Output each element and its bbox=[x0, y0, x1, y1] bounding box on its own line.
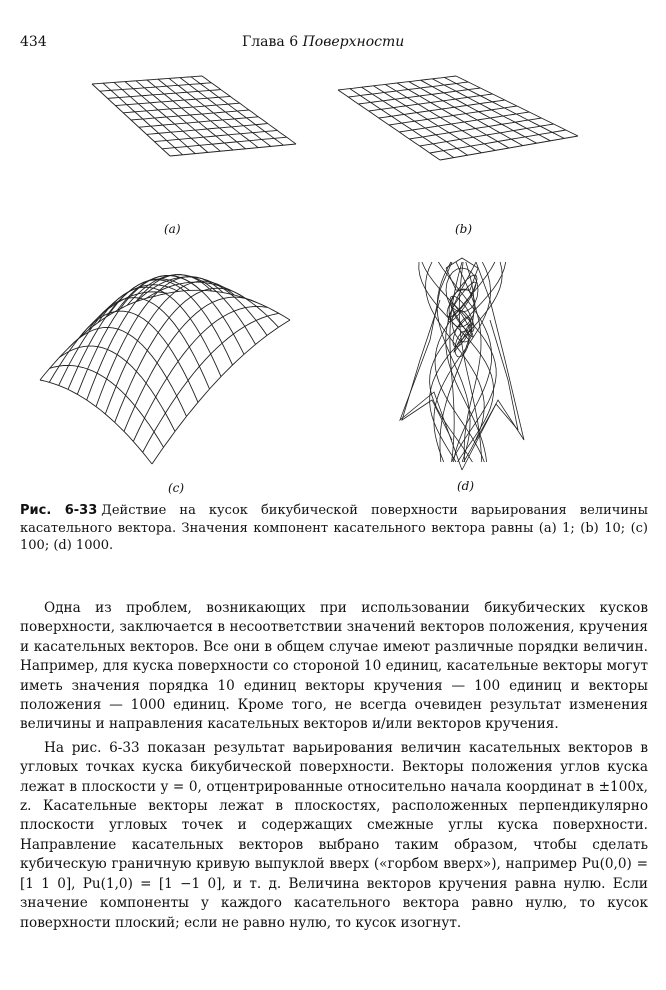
grid-line bbox=[158, 79, 246, 149]
figure-d-distorted-patch bbox=[400, 258, 524, 470]
paragraph: На рис. 6-33 показан результат варьирования величин касательных векторов в угловых точках куска бикубической поверхности. Векторы положения углов куска лежат в плоскости y = 0, отцентрированные относительно начала координат в ±100x, z. Касательные векторы лежат в плоскостях, расположенных перпендикулярно плоскости угловых точек и содержащих смежные углы куска поверхности. Направление касательных векторов выбрано таким образом, чтобы сделать кубическую граничную кривую выпуклой вверх («горбом вверх»), например Pu(0,0) = [1 1 0], Pu(1,0) = [1 −1 0], и т. д. Величина векторов кручения равна нулю. Если значение компоненты y каждого касательного вектора равно нулю, то кусок поверхности плоский; если не равно нулю, то кусок изогнут. bbox=[20, 739, 648, 931]
caption-text: Действие на кусок бикубической поверхности варьирования величины касательного вектора. Значения компонент касательного вектора равны (a) 1; (b) 10; (c) 100; (d) 1000. bbox=[20, 503, 648, 553]
grid-line bbox=[143, 313, 279, 452]
figure-c-curved-patch bbox=[40, 275, 290, 464]
surface-edge bbox=[400, 262, 462, 470]
caption-label: Рис. 6-33 bbox=[20, 503, 98, 518]
page-number: 434 bbox=[20, 34, 47, 50]
grid-line bbox=[79, 311, 198, 402]
grid-line bbox=[170, 144, 296, 156]
grid-line bbox=[421, 80, 537, 143]
grid-line bbox=[50, 365, 164, 447]
grid-line bbox=[40, 380, 152, 464]
grid-line bbox=[456, 76, 578, 136]
surface-edge bbox=[402, 300, 452, 440]
paragraph: Одна из проблем, возникающих при использовании бикубических кусков поверхности, заключается в несоответствии значений векторов положения, кручения и касательных векторов. Все они в общем случае имеют различные порядки величин. Например, для куска поверхности со стороной 10 единиц, касательные векторы могут иметь значения порядка 10 единиц векторы кручения — 100 единиц и векторы положения — 1000 единиц. Кроме того, не всегда очевиден результат изменения величины и направления касательных векторов и/или векторов кручения. bbox=[20, 600, 648, 733]
chapter-title: Поверхности bbox=[302, 34, 405, 50]
figure-caption bbox=[20, 502, 648, 555]
grid-line bbox=[169, 78, 258, 147]
figure-b-flat-grid bbox=[338, 76, 578, 160]
body-text bbox=[20, 599, 648, 937]
grid-line bbox=[59, 346, 175, 431]
grid-line bbox=[131, 110, 249, 120]
grid-line bbox=[180, 78, 271, 147]
grid-line bbox=[191, 77, 283, 145]
figure-label-b: (b) bbox=[455, 222, 473, 236]
figure-label-a: (a) bbox=[164, 222, 181, 236]
grid-line bbox=[133, 306, 267, 441]
grid-line bbox=[432, 79, 550, 141]
figure-label-d: (d) bbox=[457, 479, 475, 493]
figure-label-c: (c) bbox=[168, 481, 185, 495]
grid-line bbox=[202, 76, 296, 144]
grid-line bbox=[444, 77, 564, 138]
grid-line bbox=[409, 118, 541, 139]
chapter-number: Глава 6 bbox=[242, 34, 299, 50]
figure-a-flat-grid bbox=[92, 76, 296, 156]
